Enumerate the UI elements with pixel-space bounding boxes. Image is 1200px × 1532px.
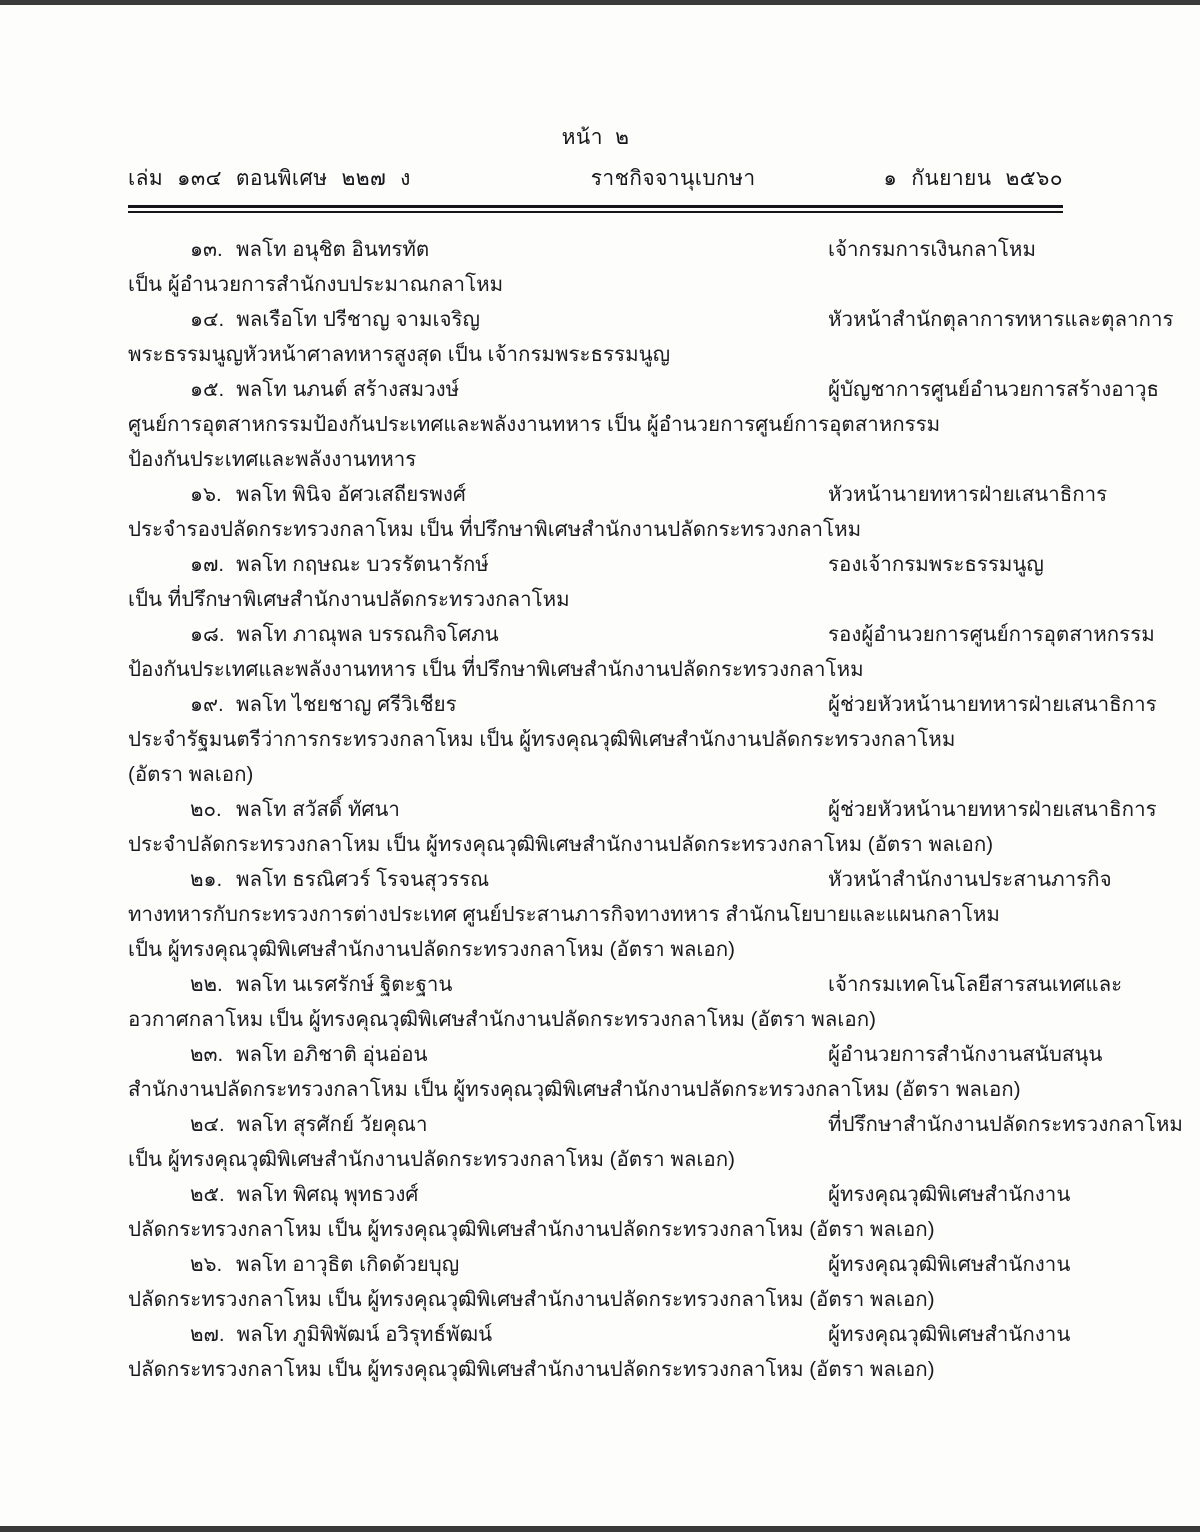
entry-continuation-line: เป็น ที่ปรึกษาพิเศษสำนักงานปลัดกระทรวงกลาโหม	[128, 588, 570, 611]
entry-header-line	[128, 687, 1157, 722]
entry-continuation-line: ทางทหารกับกระทรวงการต่างประเทศ ศูนย์ประสานภารกิจทางทหาร สำนักนโยบายและแผนกลาโหม	[128, 903, 1000, 926]
entry-header-line	[128, 792, 1157, 827]
gazette-header-row	[128, 162, 1063, 195]
entry-number: ๑๖.	[190, 483, 222, 506]
entry-header-line	[128, 372, 1160, 407]
entry-officer-name: พลโท พิศณุ พุทธวงศ์	[236, 1183, 419, 1206]
header-divider-rule	[128, 205, 1063, 213]
entry-continuation-line: ศูนย์การอุตสาหกรรมป้องกันประเทศและพลังงานทหาร เป็น ผู้อำนวยการศูนย์การอุตสาหกรรม	[128, 413, 941, 436]
entry-header-line	[128, 302, 1174, 337]
entry-header-line	[128, 1247, 1071, 1282]
entry-header-line	[128, 1177, 1071, 1212]
entry-number: ๑๓.	[190, 238, 223, 261]
entry-current-position: ผู้บัญชาการศูนย์อำนวยการสร้างอาวุธ	[828, 378, 1160, 401]
entry-continuation-line: อวกาศกลาโหม เป็น ผู้ทรงคุณวุฒิพิเศษสำนักงานปลัดกระทรวงกลาโหม (อัตรา พลเอก)	[128, 1008, 876, 1031]
date-day: ๑	[883, 167, 898, 190]
entry-continuation-line: ป้องกันประเทศและพลังงานทหาร	[128, 448, 417, 471]
entry-header-line	[128, 1107, 1183, 1142]
volume-info	[128, 162, 411, 195]
entry-number: ๑๘.	[190, 623, 225, 646]
entry-current-position: ผู้ช่วยหัวหน้านายทหารฝ่ายเสนาธิการ	[828, 693, 1157, 716]
entry-continuation-line: สำนักงานปลัดกระทรวงกลาโหม เป็น ผู้ทรงคุณวุฒิพิเศษสำนักงานปลัดกระทรวงกลาโหม (อัตรา พลเอก)	[128, 1078, 1021, 1101]
entry-current-position: หัวหน้าสำนักงานประสานภารกิจ	[828, 868, 1112, 891]
appointment-entry	[128, 477, 1108, 547]
volume-number: ๑๓๔	[177, 167, 222, 190]
entry-continuation-line: เป็น ผู้ทรงคุณวุฒิพิเศษสำนักงานปลัดกระทรวงกลาโหม (อัตรา พลเอก)	[128, 1148, 735, 1171]
entry-continuation-line: ประจำปลัดกระทรวงกลาโหม เป็น ผู้ทรงคุณวุฒิพิเศษสำนักงานปลัดกระทรวงกลาโหม (อัตรา พลเอก)	[128, 833, 994, 856]
appointment-entry	[128, 1037, 1103, 1107]
appointment-entry	[128, 862, 1112, 967]
entry-header-line	[128, 967, 1123, 1002]
entry-current-position: ผู้ทรงคุณวุฒิพิเศษสำนักงาน	[828, 1183, 1071, 1206]
entry-continuation-line: ป้องกันประเทศและพลังงานทหาร เป็น ที่ปรึกษาพิเศษสำนักงานปลัดกระทรวงกลาโหม	[128, 658, 864, 681]
scan-edge-bottom	[0, 1526, 1200, 1532]
entry-header-line	[128, 1317, 1071, 1352]
entry-number: ๒๕.	[190, 1183, 225, 1206]
publication-date	[884, 162, 1063, 195]
entry-current-position: เจ้ากรมการเงินกลาโหม	[828, 238, 1036, 261]
entry-continuation-line: ปลัดกระทรวงกลาโหม เป็น ผู้ทรงคุณวุฒิพิเศษสำนักงานปลัดกระทรวงกลาโหม (อัตรา พลเอก)	[128, 1218, 935, 1241]
date-year: ๒๕๖๐	[1005, 167, 1063, 190]
appointment-entry	[128, 302, 1174, 372]
entry-header-line	[128, 477, 1108, 512]
appointment-entry	[128, 687, 1157, 792]
section-label: ตอนพิเศษ	[235, 167, 328, 190]
entry-header-line	[128, 1037, 1103, 1072]
entry-officer-name: พลโท อาวุธิต เกิดด้วยบุญ	[236, 1253, 460, 1276]
entry-officer-name: พลโท ไชยชาญ ศรีวิเชียร	[236, 693, 457, 716]
entry-continuation-line: ประจำรัฐมนตรีว่าการกระทรวงกลาโหม เป็น ผู้ทรงคุณวุฒิพิเศษสำนักงานปลัดกระทรวงกลาโหม	[128, 728, 956, 751]
entry-header-line	[128, 232, 1063, 267]
appointment-entry	[128, 372, 1160, 477]
entry-current-position: รองผู้อำนวยการศูนย์การอุตสาหกรรม	[828, 623, 1155, 646]
entry-officer-name: พลโท ธรณิศวร์ โรจนสุวรรณ	[236, 868, 490, 891]
gazette-title: ราชกิจจานุเบกษา	[590, 167, 756, 190]
entry-number: ๒๗.	[190, 1323, 225, 1346]
appointment-entry	[128, 547, 1063, 617]
entry-continuation-line: พระธรรมนูญหัวหน้าศาลทหารสูงสุด เป็น เจ้ากรมพระธรรมนูญ	[128, 343, 671, 366]
entry-officer-name: พลเรือโท ปรีชาญ จามเจริญ	[236, 308, 481, 331]
appointment-entry	[128, 1317, 1071, 1387]
entry-number: ๑๔.	[190, 308, 225, 331]
entry-header-line	[128, 862, 1112, 897]
entry-officer-name: พลโท สวัสดิ์ ทัศนา	[236, 798, 400, 821]
entry-current-position: ผู้ทรงคุณวุฒิพิเศษสำนักงาน	[828, 1253, 1071, 1276]
page-content	[128, 5, 1183, 1387]
entry-continuation-line: (อัตรา พลเอก)	[128, 763, 254, 786]
page-number-header	[128, 5, 1063, 148]
entry-number: ๒๖.	[190, 1253, 223, 1276]
appointment-entry	[128, 1107, 1183, 1177]
entry-officer-name: พลโท กฤษณะ บวรรัตนารักษ์	[236, 553, 489, 576]
entry-number: ๑๕.	[190, 378, 225, 401]
entry-officer-name: พลโท พินิจ อัศวเสถียรพงศ์	[236, 483, 466, 506]
entry-current-position: หัวหน้านายทหารฝ่ายเสนาธิการ	[828, 483, 1108, 506]
section-number: ๒๒๗	[341, 167, 387, 190]
entry-number: ๒๒.	[190, 973, 223, 996]
entry-header-line	[128, 547, 1063, 582]
entry-officer-name: พลโท ภาณุพล บรรณกิจโศภน	[236, 623, 499, 646]
entry-number: ๑๗.	[190, 553, 225, 576]
volume-label: เล่ม	[128, 167, 164, 190]
entry-officer-name: พลโท นเรศรักษ์ ฐิตะฐาน	[236, 973, 453, 996]
appointment-entry	[128, 617, 1155, 687]
entry-continuation-line: เป็น ผู้อำนวยการสำนักงบประมาณกลาโหม	[128, 273, 504, 296]
appointment-list	[128, 232, 1183, 1387]
appointment-entry	[128, 1177, 1071, 1247]
entry-continuation-line: เป็น ผู้ทรงคุณวุฒิพิเศษสำนักงานปลัดกระทรวงกลาโหม (อัตรา พลเอก)	[128, 938, 735, 961]
entry-current-position: ผู้อำนวยการสำนักงานสนับสนุน	[828, 1043, 1103, 1066]
entry-officer-name: พลโท นภนต์ สร้างสมวงษ์	[236, 378, 460, 401]
entry-number: ๒๔.	[190, 1113, 225, 1136]
entry-number: ๒๓.	[190, 1043, 224, 1066]
entry-number: ๑๙.	[190, 693, 224, 716]
entry-officer-name: พลโท สุรศักย์ วัยคุณา	[236, 1113, 428, 1136]
entry-current-position: ที่ปรึกษาสำนักงานปลัดกระทรวงกลาโหม	[828, 1113, 1183, 1136]
page-label: หน้า	[561, 126, 604, 149]
section-class: ง	[400, 167, 411, 190]
entry-current-position: ผู้ทรงคุณวุฒิพิเศษสำนักงาน	[828, 1323, 1071, 1346]
date-month: กันยายน	[911, 167, 992, 190]
entry-officer-name: พลโท อนุชิต อินทรทัต	[236, 238, 430, 261]
entry-continuation-line: ประจำรองปลัดกระทรวงกลาโหม เป็น ที่ปรึกษาพิเศษสำนักงานปลัดกระทรวงกลาโหม	[128, 518, 862, 541]
page-number: ๒	[615, 126, 630, 149]
entry-continuation-line: ปลัดกระทรวงกลาโหม เป็น ผู้ทรงคุณวุฒิพิเศษสำนักงานปลัดกระทรวงกลาโหม (อัตรา พลเอก)	[128, 1358, 935, 1381]
entry-number: ๒๐.	[190, 798, 222, 821]
entry-current-position: หัวหน้าสำนักตุลาการทหารและตุลาการ	[828, 308, 1174, 331]
entry-number: ๒๑.	[190, 868, 223, 891]
entry-current-position: เจ้ากรมเทคโนโลยีสารสนเทศและ	[828, 973, 1123, 996]
entry-officer-name: พลโท ภูมิพิพัฒน์ อวิรุทธ์พัฒน์	[236, 1323, 493, 1346]
appointment-entry	[128, 232, 1063, 302]
paper-sheet	[0, 5, 1200, 1526]
entry-current-position: ผู้ช่วยหัวหน้านายทหารฝ่ายเสนาธิการ	[828, 798, 1157, 821]
entry-header-line	[128, 617, 1155, 652]
appointment-entry	[128, 967, 1123, 1037]
entry-officer-name: พลโท อภิชาติ อุ่นอ่อน	[236, 1043, 428, 1066]
entry-continuation-line: ปลัดกระทรวงกลาโหม เป็น ผู้ทรงคุณวุฒิพิเศษสำนักงานปลัดกระทรวงกลาโหม (อัตรา พลเอก)	[128, 1288, 935, 1311]
appointment-entry	[128, 792, 1157, 862]
entry-current-position: รองเจ้ากรมพระธรรมนูญ	[828, 553, 1044, 576]
appointment-entry	[128, 1247, 1071, 1317]
